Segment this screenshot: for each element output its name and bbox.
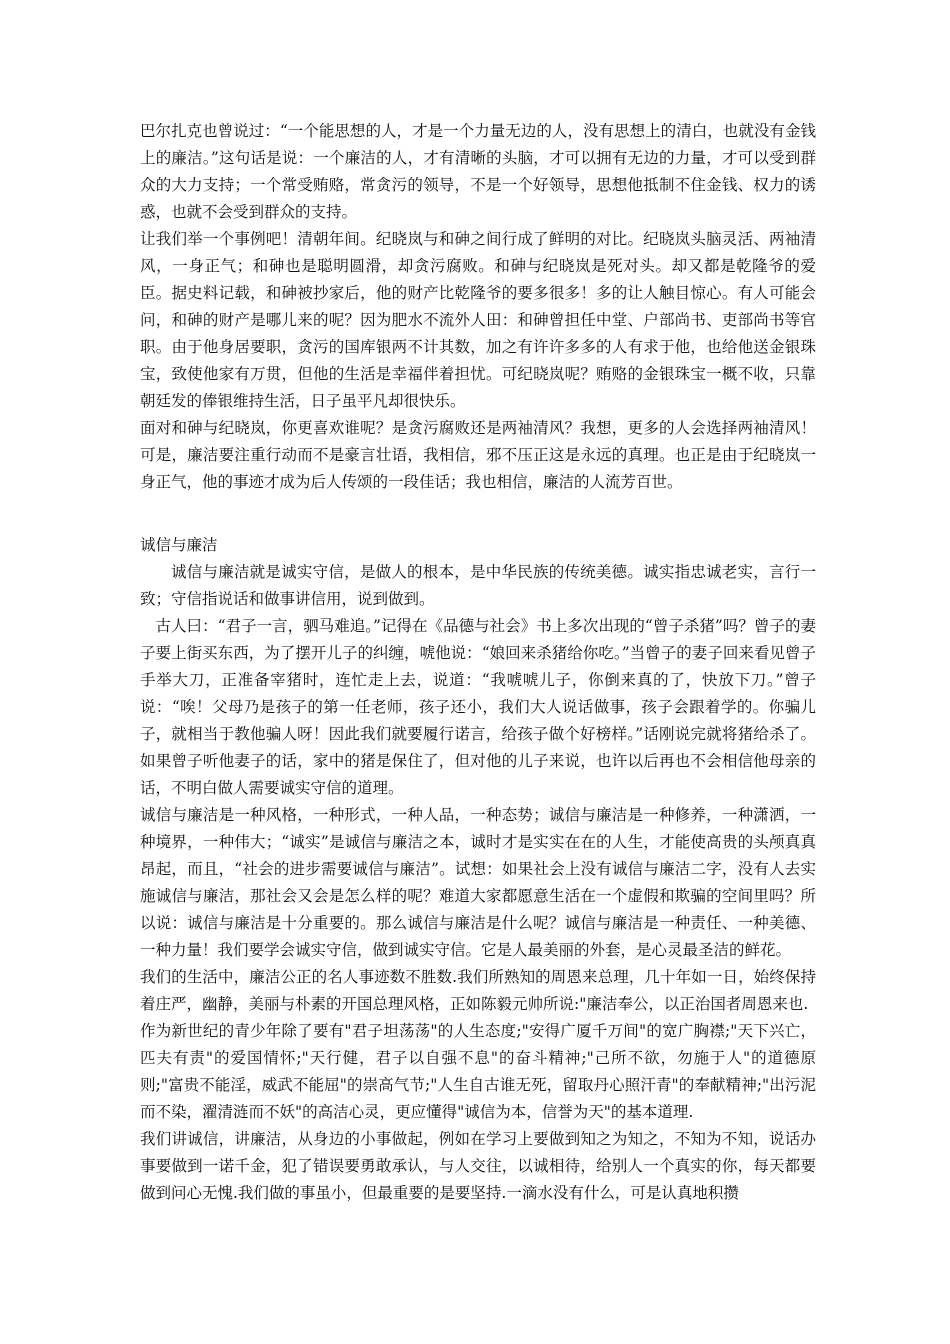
paragraph-balzac-quote: 巴尔扎克也曾说过：“一个能思想的人，才是一个力量无边的人，没有思想上的清白，也就没有金钱上的廉洁。”这句话是说：一个廉洁的人，才有清晰的头脑，才可以拥有无边的力量，才可以受到群众的大力支持；一个常受贿赂，常贪污的领导，不是一个好领导，思想他抵制不住金钱、权力的诱惑，也就不会受到群众的支持。 bbox=[140, 122, 816, 221]
paragraph-integrity-intro: 诚信与廉洁就是诚实守信，是做人的根本，是中华民族的传统美德。诚实指忠诚老实，言行一致；守信指说话和做事讲信用，说到做到。 bbox=[140, 563, 816, 608]
paragraph-ji-heshen-story: 让我们举一个事例吧！清朝年间。纪晓岚与和砷之间行成了鲜明的对比。纪晓岚头脑灵活、两袖清风，一身正气；和砷也是聪明圆滑，却贪污腐败。和砷与纪晓岚是死对头。却又都是乾隆爷的爱臣。据史料记载，和砷被抄家后，他的财产比乾隆爷的要多很多！多的让人触目惊心。有人可能会问，和砷的财产是哪儿来的呢？因为肥水不流外人田：和砷曾担任中堂、户部尚书、吏部尚书等官职。由于他身居要职，贪污的国库银两不计其数，加之有许许多多的人有求于他，也给他送金银珠宝，致使他家有万贯，但他的生活是幸福伴着担忧。可纪晓岚呢？贿赂的金银珠宝一概不收，只靠朝廷发的俸银维持生活，日子虽平凡却很快乐。 bbox=[140, 230, 816, 410]
paragraph-integrity-style: 诚信与廉洁是一种风格，一种形式，一种人品，一种态势；诚信与廉洁是一种修养，一种潇洒，一种境界，一种伟大；“诚实”是诚信与廉洁之本，诚时才是实实在在的人生，才能使高贵的头颅真真昂起，而且，“社会的进步需要诚信与廉洁”。试想：如果社会上没有诚信与廉洁二字，没有人去实施诚信与廉洁，那社会又会是怎么样的呢？难道大家都愿意生活在一个虚假和欺骗的空间里吗？所以说：诚信与廉洁是十分重要的。那么诚信与廉洁是什么呢？诚信与廉洁是一种责任、一种美德、一种力量！我们要学会诚实守信，做到诚实守信。它是人最美丽的外套，是心灵最圣洁的鲜花。 bbox=[140, 806, 816, 959]
section-spacer bbox=[140, 496, 816, 532]
paragraph-zhou-enlai: 我们的生活中，廉洁公正的名人事迹数不胜数.我们所熟知的周恩来总理，几十年如一日，始终保持着庄严，幽静，美丽与朴素的开国总理风格，正如陈毅元帅所说:"廉洁奉公，以正治国者周恩来也. bbox=[140, 968, 816, 1013]
paragraph-small-things: 我们讲诚信，讲廉洁，从身边的小事做起，例如在学习上要做到知之为知之，不知为不知，说话办事要做到一诺千金，犯了错误要勇敢承认，与人交往，以诚相待，给别人一个真实的你，每天都要做到问心无愧.我们做的事虽小，但最重要的是要坚持.一滴水没有什么，可是认真地积攒 bbox=[140, 1130, 816, 1202]
paragraph-choice: 面对和砷与纪晓岚，你更喜欢谁呢？是贪污腐败还是两袖清风？我想，更多的人会选择两袖清风！可是，廉洁要注重行动而不是豪言壮语，我相信，邪不压正这是永远的真理。也正是由于纪晓岚一身正气，他的事迹才成为后人传颂的一段佳话；我也相信，廉洁的人流芳百世。 bbox=[140, 419, 816, 491]
paragraph-zengzi-story: 古人曰：“君子一言，驷马难追。”记得在《品德与社会》书上多次出现的“曾子杀猪”吗？曾子的妻子要上街买东西，为了摆开儿子的纠缠，唬他说：“娘回来杀猪给你吃。”当曾子的妻子回来看见曾子手举大刀，正准备宰猪时，连忙走上去，说道：“我唬唬儿子，你倒来真的了，快放下刀。”曾子说：“唉！父母乃是孩子的第一任老师，孩子还小，我们大人说话做事，孩子会跟着学的。你骗儿子，就相当于教他骗人呀！因此我们就要履行诺言，给孩子做个好榜样。”话刚说完就将猪给杀了。如果曾子听他妻子的话，家中的猪是保住了，但对他的儿子来说，也许以后再也不会相信他母亲的话，不明白做人需要诚实守信的道理。 bbox=[140, 617, 816, 797]
paragraph-youth: 作为新世纪的青少年除了要有"君子坦荡荡"的人生态度;"安得广厦千万间"的宽广胸襟;"天下兴亡，匹夫有责"的爱国情怀;"天行健，君子以自强不息"的奋斗精神;"己所不欲，勿施于人"的道德原则;"富贵不能淫，威武不能屈"的崇高气节;"人生自古谁无死，留取丹心照汗青"的奉献精神;"出污泥而不染，濯清涟而不妖"的高洁心灵，更应懂得"诚信为本，信誉为天"的基本道理. bbox=[140, 1022, 816, 1121]
document-page bbox=[140, 118, 816, 1207]
section-title: 诚信与廉洁 bbox=[140, 536, 218, 554]
